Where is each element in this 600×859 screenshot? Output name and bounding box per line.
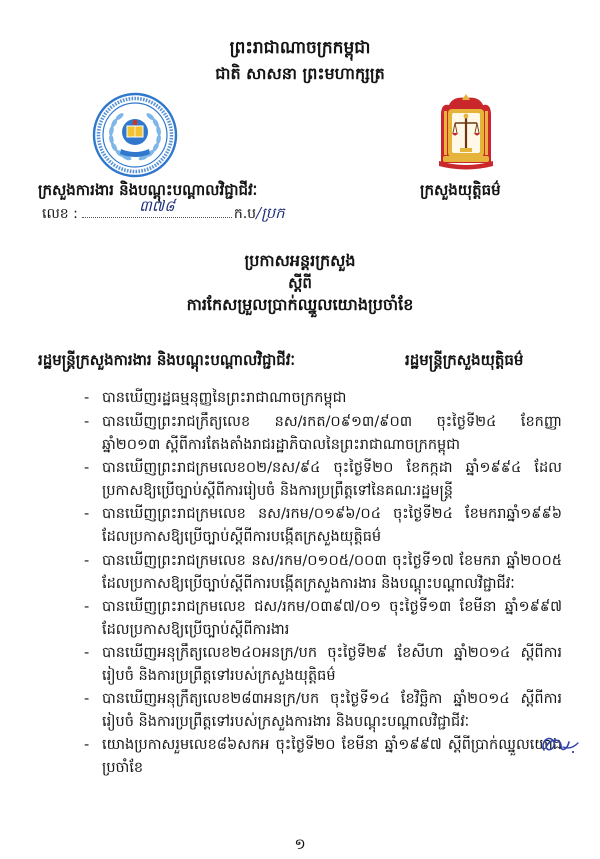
list-item [84, 734, 562, 776]
list-marker: - [84, 553, 90, 569]
list-marker: - [84, 460, 90, 476]
list-item-text: បានឃើញព្រះរាជក្រមលេខ នស/រកម/០១៩៦/០៤ ចុះថ្ងៃទី២៤ ខែមករាឆ្នាំ១៩៩៦ ដែលប្រកាសឱ្យប្រើច្បាប់ស្តីពីការបង្កើតក្រសួងយុត្តិធម៌ [102, 506, 562, 545]
list-item-text: បានឃើញព្រះរាជក្រឹត្យលេខ នស/រកត/០៩១៣/៩០៣ ចុះថ្ងៃទី២៤ ខែកញ្ញា ឆ្នាំ២០១៣ ស្តីពីការតែងតាំងរាជរដ្ឋាភិបាលនៃព្រះរាជាណាចក្រកម្ពុជា [102, 414, 562, 453]
initials-signature-icon [538, 730, 582, 760]
ministry-labour-name: ក្រសួងការងារ និងបណ្តុះបណ្តាលវិជ្ជាជីវៈ [38, 181, 258, 199]
list-item [84, 387, 562, 410]
list-marker: - [84, 691, 90, 707]
reference-code-handwritten: /ប្រក [256, 204, 285, 222]
reference-code-printed: ក.ប [233, 206, 257, 222]
reference-label: លេខ : [42, 206, 78, 222]
list-item-text: បានឃើញអនុក្រឹត្យលេខ២៨៣អនក្រ/បក ចុះថ្ងៃទី១៤ ខែវិច្ឆិកា ឆ្នាំ២០១៤ ស្តីពីការរៀបចំ និងការប្រព្រឹត្តទៅរបស់ក្រសួងការងារ និងបណ្តុះបណ្តាលវិជ្ជាជីវៈ [102, 691, 562, 730]
list-marker: - [84, 506, 90, 522]
list-item-text: បានឃើញព្រះរាជក្រមលេខ ជស/រកម/០៣៩៧/០១ ចុះថ្ងៃទី១៣ ខែមីនា ឆ្នាំ១៩៩៧ ដែលប្រកាសឱ្យប្រើច្បាប់ស្តីពីការងារ [102, 599, 562, 638]
signatory-justice-minister: រដ្ឋមន្ត្រីក្រសួងយុត្តិធម៌ [405, 351, 524, 369]
signatory-labour-minister: រដ្ឋមន្ត្រីក្រសួងការងារ និងបណ្តុះបណ្តាលវិជ្ជាជីវៈ [38, 351, 296, 369]
list-item-text: បានឃើញរដ្ឋធម្មនុញ្ញនៃព្រះរាជាណាចក្រកម្ពុជា [102, 390, 347, 406]
national-motto: ជាតិ សាសនា ព្រះមហាក្សត្រ [215, 64, 385, 83]
list-item-text: យោងប្រកាសរួមលេខ៨៦សកអ ចុះថ្ងៃទី២០ ខែមីនា ឆ្នាំ១៩៩៧ ស្តីពីប្រាក់ឈ្នួលយោងប្រចាំខែ [102, 737, 562, 776]
list-marker: - [84, 645, 90, 661]
list-item [84, 550, 562, 596]
list-item [84, 457, 562, 503]
title-subject-label: ស្តីពី [288, 274, 312, 292]
list-item-text: បានឃើញព្រះរាជក្រមលេខ នស/រកម/០១០៥/០០៣ ចុះថ្ងៃទី១៧ ខែមករា ឆ្នាំ២០០៥ ដែលប្រកាសឱ្យប្រើច្បាប់ស្តីពីការបង្កើតក្រសួងការងារ និងបណ្តុះបណ្តាលវិជ្ជាជីវៈ [102, 553, 562, 592]
list-item-text: បានឃើញព្រះរាជក្រមលេខ០២/នស/៩៤ ចុះថ្ងៃទី២០ ខែកក្កដា ឆ្នាំ១៩៩៤ ដែលប្រកាសឱ្យប្រើច្បាប់ស្តីពីការរៀបចំ និងការប្រព្រឹត្តទៅនៃគណៈរដ្ឋមន្ត្រី [102, 460, 562, 499]
list-item [84, 596, 562, 642]
list-item [84, 642, 562, 688]
list-marker: - [84, 599, 90, 615]
list-item [84, 503, 562, 549]
document-subject-title: ការកែសម្រួលប្រាក់ឈ្នួលយោងប្រចាំខែ [186, 295, 414, 314]
kingdom-heading: ព្រះរាជាណាចក្រកម្ពុជា [229, 38, 371, 58]
list-item [84, 688, 562, 734]
document-type-title: ប្រកាសអន្តរក្រសួង [244, 251, 356, 270]
list-marker: - [84, 737, 90, 753]
reference-number-handwritten: ៣៧៨ [138, 197, 175, 215]
list-marker: - [84, 390, 90, 406]
list-item-text: បានឃើញអនុក្រឹត្យលេខ២៤០អនក្រ/បក ចុះថ្ងៃទី២៩ ខែសីហា ឆ្នាំ២០១៤ ស្តីពីការរៀបចំ និងការប្រព្រឹត្តទៅរបស់ក្រសួងយុត្តិធម៌ [102, 645, 562, 684]
list-marker: - [84, 414, 90, 430]
list-item [84, 411, 562, 457]
ministry-justice-name: ក្រសួងយុត្តិធម៌ [420, 181, 501, 199]
page-number: ១ [294, 835, 306, 853]
